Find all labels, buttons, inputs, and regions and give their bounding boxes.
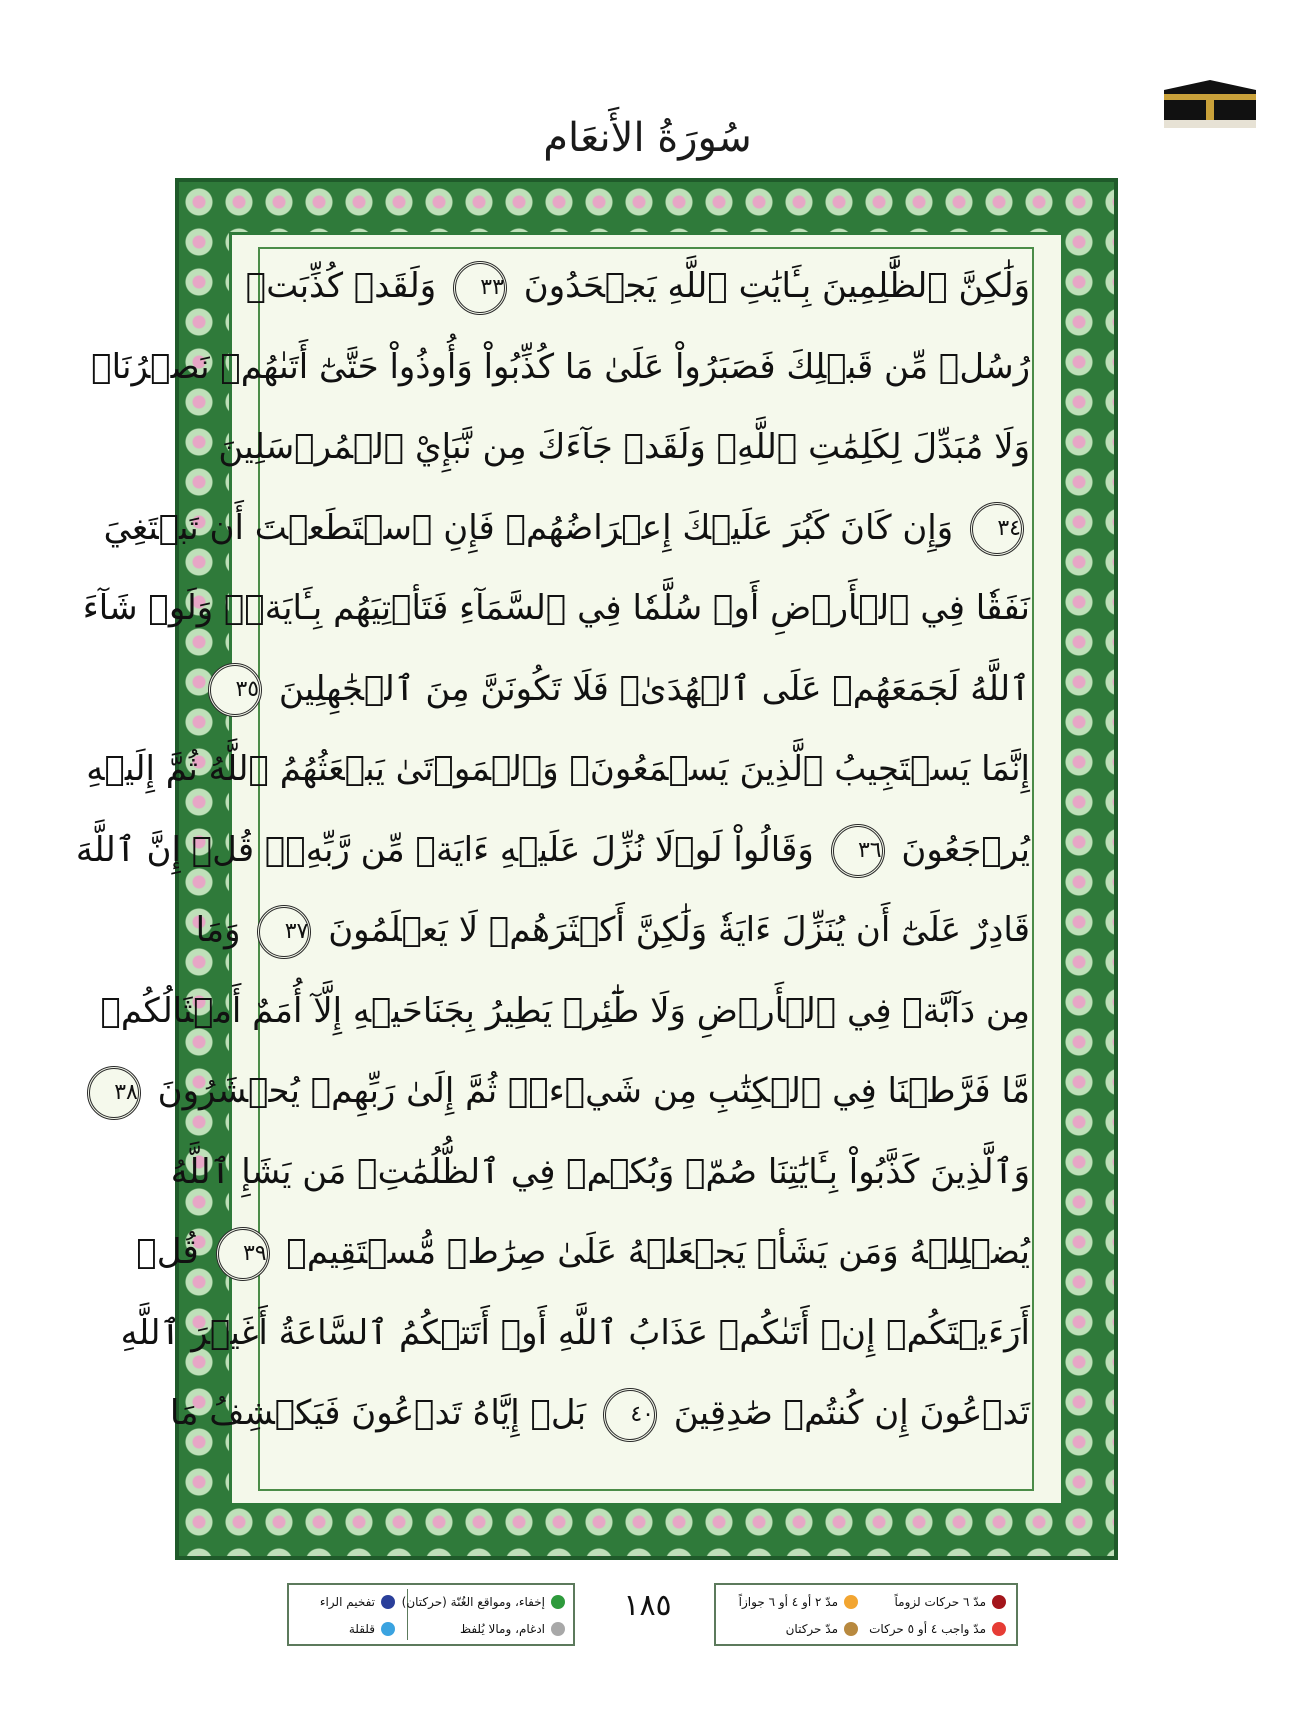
- light-red-dot-icon: [992, 1622, 1006, 1636]
- legend-item: تفخيم الراء: [320, 1589, 395, 1615]
- ayah-number-marker: ٣٥: [208, 663, 262, 717]
- green-dot-icon: [551, 1595, 565, 1609]
- verse-text-segment: قُلۡ: [136, 1232, 199, 1272]
- verse-text-segment: إِنَّمَا يَسۡتَجِيبُ ٱلَّذِينَ يَسۡمَعُونَۘ وَٱلۡمَوۡتَىٰ يَبۡعَثُهُمُ ٱللَّهُ ثُمَّ إِلَيۡهِ: [86, 749, 1030, 789]
- verse-text-segment: وَمَا: [195, 910, 241, 950]
- legend-item: قلقلة: [349, 1616, 395, 1642]
- verse-line: [136, 1216, 1030, 1288]
- tajweed-legend-madd: [714, 1583, 1018, 1646]
- verse-text-segment: مَّا فَرَّطۡنَا فِي ٱلۡكِتَٰبِ مِن شَيۡءٖۚ ثُمَّ إِلَىٰ رَبِّهِمۡ يُحۡشَرُونَ: [157, 1071, 1030, 1111]
- verse-line: [75, 814, 1030, 886]
- orange-dot-icon: [844, 1595, 858, 1609]
- verse-text-segment: أَرَءَيۡتَكُمۡ إِنۡ أَتَىٰكُمۡ عَذَابُ ٱللَّهِ أَوۡ أَتَتۡكُمُ ٱلسَّاعَةُ أَغَيۡرَ ٱللَّهِ: [120, 1312, 1030, 1353]
- ayah-number-marker: ٣٣: [453, 261, 507, 315]
- legend-item: مدّ ٢ أو ٤ أو ٦ جوازاً: [739, 1589, 858, 1615]
- brown-dot-icon: [844, 1622, 858, 1636]
- verse-text-segment: يُضۡلِلۡهُ وَمَن يَشَأۡ يَجۡعَلۡهُ عَلَىٰ صِرَٰطٖ مُّسۡتَقِيمٖ: [286, 1232, 1030, 1272]
- verse-text-segment: تَدۡعُونَ إِن كُنتُمۡ صَٰدِقِينَ: [673, 1393, 1030, 1433]
- ayah-number-marker: ٣٧: [257, 905, 311, 959]
- verse-text-segment: بَلۡ إِيَّاهُ تَدۡعُونَ فَيَكۡشِفُ مَا: [169, 1393, 587, 1433]
- surah-title: سُورَةُ الأَنعَام: [543, 115, 752, 161]
- verse-line: [245, 250, 1030, 322]
- gray-dot-icon: [551, 1622, 565, 1636]
- ayah-number-marker: ٣٩: [216, 1227, 270, 1281]
- legend-item: إخفاء، ومواقع الغُنّة (حركتان): [402, 1589, 565, 1615]
- verse-text-segment: يُرۡجَعُونَ: [901, 829, 1030, 870]
- ayah-number-marker: ٣٤: [970, 502, 1024, 556]
- verse-text-segment: وَلَٰكِنَّ ٱلظَّٰلِمِينَ بِـَٔايَٰتِ ٱللَّهِ يَجۡحَدُونَ: [523, 266, 1030, 306]
- verse-text-segment: وَلَقَدۡ كُذِّبَتۡ: [245, 266, 437, 306]
- verse-text-segment: ٱللَّهُ لَجَمَعَهُمۡ عَلَى ٱلۡهُدَىٰۚ فَلَا تَكُونَنَّ مِنَ ٱلۡجَٰهِلِينَ: [278, 668, 1030, 709]
- verse-text-segment: مِن دَآبَّةٖ فِي ٱلۡأَرۡضِ وَلَا طَٰٓئِرٖ يَطِيرُ بِجَنَاحَيۡهِ إِلَّآ أُمَمٌ أَمۡثَالُكُمۚ: [100, 990, 1030, 1031]
- verse-line: [120, 1297, 1030, 1369]
- verse-line: [82, 572, 1030, 644]
- verse-line: [169, 1377, 1030, 1449]
- verse-line: [170, 1136, 1030, 1208]
- verse-text-segment: وَٱلَّذِينَ كَذَّبُواْ بِـَٔايَٰتِنَا صُمّٞ وَبُكۡمٞ فِي ٱلظُّلُمَٰتِۗ مَن يَشَإِ ٱللَّهُ: [170, 1151, 1030, 1192]
- verse-line: [86, 733, 1030, 805]
- ayah-number-marker: ٣٦: [831, 824, 885, 878]
- verse-text-segment: رُسُلٞ مِّن قَبۡلِكَ فَصَبَرُواْ عَلَىٰ مَا كُذِّبُواْ وَأُوذُواْ حَتَّىٰٓ أَتَىٰهُمۡ نَصۡرُنَاۚ: [91, 346, 1030, 387]
- legend-item: مدّ واجب ٤ أو ٥ حركات: [869, 1616, 1006, 1642]
- tajweed-legend-ghunna: [287, 1583, 575, 1646]
- blue-dot-icon: [381, 1595, 395, 1609]
- verse-text-segment: وَإِن كَانَ كَبُرَ عَلَيۡكَ إِعۡرَاضُهُمۡ فَإِنِ ٱسۡتَطَعۡتَ أَن تَبۡتَغِيَ: [103, 507, 954, 548]
- kaaba-icon: [1160, 72, 1260, 136]
- legend-item: مدّ ٦ حركات لزوماً: [895, 1589, 1007, 1615]
- verse-line: [91, 331, 1030, 403]
- verse-text-segment: وَلَا مُبَدِّلَ لِكَلِمَٰتِ ٱللَّهِۚ وَلَقَدۡ جَآءَكَ مِن نَّبَإِيْ ٱلۡمُرۡسَلِينَ: [218, 427, 1030, 467]
- legend-item: مدّ حركتان: [786, 1616, 858, 1642]
- page-number: ١٨٥: [623, 1588, 672, 1623]
- legend-item: ادغام، ومالا يُلفظ: [460, 1616, 565, 1642]
- verse-text-segment: نَفَقٗا فِي ٱلۡأَرۡضِ أَوۡ سُلَّمٗا فِي ٱلسَّمَآءِ فَتَأۡتِيَهُم بِـَٔايَةٖۚ وَلَوۡ شَآءَ: [82, 588, 1030, 628]
- verse-text-segment: وَقَالُواْ لَوۡلَا نُزِّلَ عَلَيۡهِ ءَايَةٞ مِّن رَّبِّهِۦۚ قُلۡ إِنَّ ٱللَّهَ: [75, 829, 814, 870]
- verse-text-segment: قَادِرٌ عَلَىٰٓ أَن يُنَزِّلَ ءَايَةٗ وَلَٰكِنَّ أَكۡثَرَهُمۡ لَا يَعۡلَمُونَ: [328, 910, 1030, 950]
- light-blue-dot-icon: [381, 1622, 395, 1636]
- verse-line: [114, 1055, 1030, 1127]
- verse-line: [100, 975, 1030, 1047]
- verse-line: [195, 894, 1030, 966]
- verse-line: [103, 492, 1030, 564]
- verse-line: [218, 411, 1030, 483]
- ayah-number-marker: ٣٨: [87, 1066, 141, 1120]
- ayah-number-marker: ٤٠: [603, 1388, 657, 1442]
- verse-line: [235, 653, 1030, 725]
- red-dot-icon: [992, 1595, 1006, 1609]
